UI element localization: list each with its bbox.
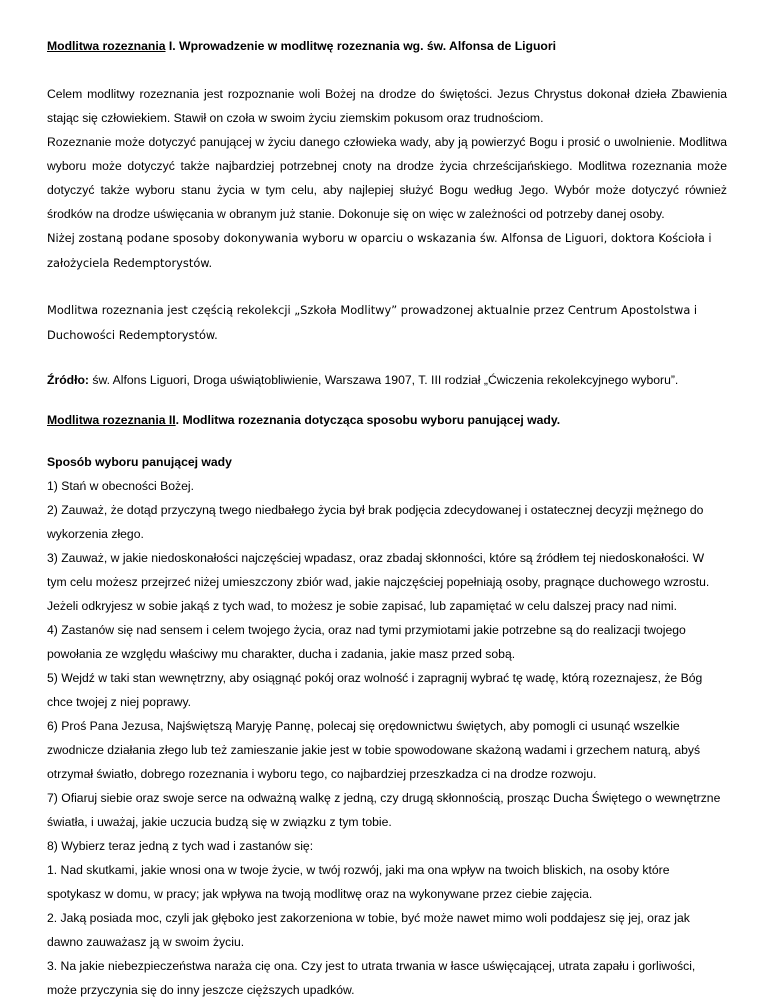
step-item: 3) Zauważ, w jakie niedoskonałości najczęściej wpadasz, oraz zbadaj skłonności, które są źródłem tej niedoskonałości. W tym celu możesz przejrzeć niżej umieszczony zbiór wad, jakie najczęściej popełniają osoby, pragnące duchowego wzrostu. Jeżeli odkryjesz w sobie jakąś z tych wad, to możesz je sobie zapisać, lub zapamiętać w celu dalszej pracy nad nimi.	[47, 551, 710, 613]
step-item: 6) Proś Pana Jezusa, Najświętszą Maryję Pannę, polecaj się orędownictwu świętych, aby pomogli ci usunąć wszelkie zwodnicze działania złego lub też zamieszanie jakie jest w tobie spowodowane skażoną wadami i grzechem naturą, abyś otrzymał światło, dobrego rozeznania i wyboru tego, co najbardziej przeszkadza ci na drodze rozwoju.	[47, 719, 701, 781]
source-label: Źródło:	[47, 373, 89, 387]
step-item: 8) Wybierz teraz jedną z tych wad i zastanów się:	[47, 839, 314, 853]
steps-list	[47, 474, 727, 1002]
source-text: św. Alfons Liguori, Droga uświątobliwienie, Warszawa 1907, T. III rodział „Ćwiczenia rekolekcyjnego wyboru”.	[88, 373, 679, 387]
intro-paragraph-4: Modlitwa rozeznania jest częścią rekolekcji „Szkoła Modlitwy” prowadzonej aktualnie przez Centrum Apostolstwa i Duchowości Redemptorystów.	[47, 303, 698, 342]
step-item: 2. Jaką posiada moc, czyli jak głęboko jest zakorzeniona w tobie, być może nawet mimo woli poddajesz się jej, oraz jak dawno zauważasz ją w swoim życiu.	[47, 911, 690, 949]
heading-part-one	[47, 34, 727, 58]
section-title: Sposób wyboru panującej wady	[47, 455, 232, 469]
step-item: 2) Zauważ, że dotąd przyczyną twego niedbałego życia był brak podjęcia zdecydowanej i ostatecznej decyzji mężnego do wykorzenia złego.	[47, 503, 704, 541]
intro-paragraph-2: Rozeznanie może dotyczyć panującej w życiu danego człowieka wady, aby ją powierzyć Bogu i prosić o uwolnienie. Modlitwa wyboru może dotyczyć także najbardziej potrzebnej cnoty na drodze życia chrześcijańskiego. Modlitwa rozeznania może dotyczyć także wyboru stanu życia w tym celu, aby najlepiej służyć Bogu według Jego. Wybór może dotyczyć również środków na drodze uświęcania w obranym już stanie. Dokonuje się on więc w zależności od potrzeby danej osoby.	[47, 135, 727, 221]
step-item: 7) Ofiaruj siebie oraz swoje serce na odważną walkę z jedną, czy drugą skłonnością, prosząc Ducha Świętego o wewnętrzne światła, i uważaj, jakie uczucia budzą się w związku z tym tobie.	[47, 791, 721, 829]
intro-paragraph-3: Niżej zostaną podane sposoby dokonywania wyboru w oparciu o wskazania św. Alfonsa de Liguori, doktora Kościoła i założyciela Redemptorystów.	[47, 231, 712, 270]
heading-part-two	[47, 408, 727, 432]
heading-part-two-rest: . Modlitwa rozeznania dotycząca sposobu wyboru panującej wady.	[175, 413, 561, 427]
step-item: 3. Na jakie niebezpieczeństwa naraża cię ona. Czy jest to utrata trwania w łasce uświęcającej, utrata zapału i gorliwości, może przyczynia się do inny jeszcze cięższych upadków.	[47, 959, 696, 997]
heading-part-one-rest: I. Wprowadzenie w modlitwę rozeznania wg. św. Alfonsa de Liguori	[165, 39, 557, 53]
step-item: 4) Zastanów się nad sensem i celem twojego życia, oraz nad tymi przymiotami jakie potrzebne są do realizacji twojego powołania ze względu właściwy mu charakter, ducha i zadania, jakie masz przed sobą.	[47, 623, 686, 661]
heading-part-one-underlined: Modlitwa rozeznania	[47, 39, 166, 53]
document-page	[47, 34, 727, 1002]
step-item: 5) Wejdź w taki stan wewnętrzny, aby osiągnąć pokój oraz wolność i zapragnij wybrać tę wadę, którą rozeznajesz, że Bóg chce twojej z niej poprawy.	[47, 671, 703, 709]
step-item: 1. Nad skutkami, jakie wnosi ona w twoje życie, w twój rozwój, jaki ma ona wpływ na twoich bliskich, na osoby które spotykasz w domu, w pracy; jak wpływa na twoją modlitwę oraz na wykonywane przez ciebie zajęcia.	[47, 863, 670, 901]
step-item: 1) Stań w obecności Bożej.	[47, 479, 195, 493]
heading-part-two-underlined: Modlitwa rozeznania II	[47, 413, 176, 427]
source-line	[47, 368, 727, 392]
intro-paragraph-1: Celem modlitwy rozeznania jest rozpoznanie woli Bożej na drodze do świętości. Jezus Chrystus dokonał dzieła Zbawienia stając się człowiekiem. Stawił on czoła w swoim życiu ziemskim pokusom oraz trudnościom.	[47, 87, 727, 125]
